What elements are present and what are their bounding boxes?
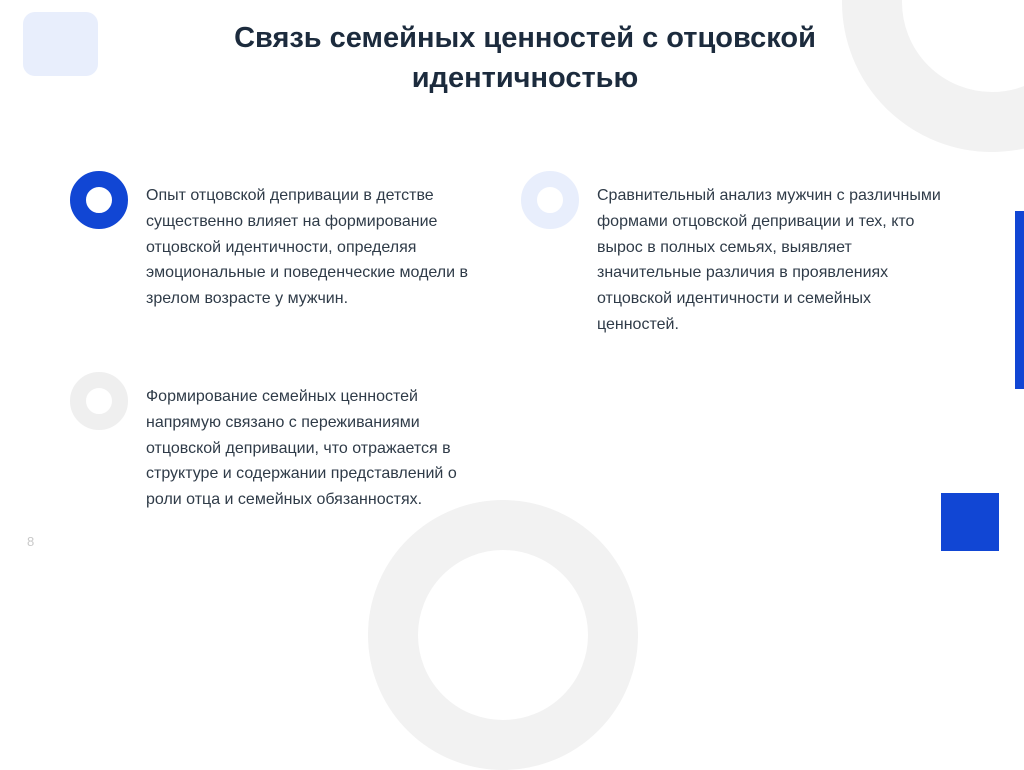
point-text: Сравнительный анализ мужчин с различными формами отцовской депривации и тех, кто вырос в полных семьях, выявляет значительные различия в проявлениях отцовской идентичности и семейных ценностей. — [597, 187, 941, 333]
point-text: Формирование семейных ценностей напрямую связано с переживаниями отцовской депривации, что отражается в структуре и содержании представлений о роли отца и семейных обязанностях. — [146, 388, 457, 509]
slide-title: Связь семейных ценностей с отцовской идентичностью — [234, 22, 816, 94]
point-text: Опыт отцовской депривации в детстве существенно влияет на формирование отцовской идентичности, определяя эмоциональные и поведенческие модели в зрелом возрасте у мужчин. — [146, 187, 469, 308]
decorative-accent-bar — [1015, 211, 1024, 389]
bullet-ring-icon — [70, 171, 128, 229]
decorative-accent-square — [941, 493, 999, 551]
bullet-ring-icon — [521, 171, 579, 229]
page-number: 8 — [27, 534, 35, 549]
bullet-ring-icon — [70, 372, 128, 430]
decorative-rounded-square — [23, 12, 98, 76]
decorative-ring-bottom — [368, 500, 638, 770]
